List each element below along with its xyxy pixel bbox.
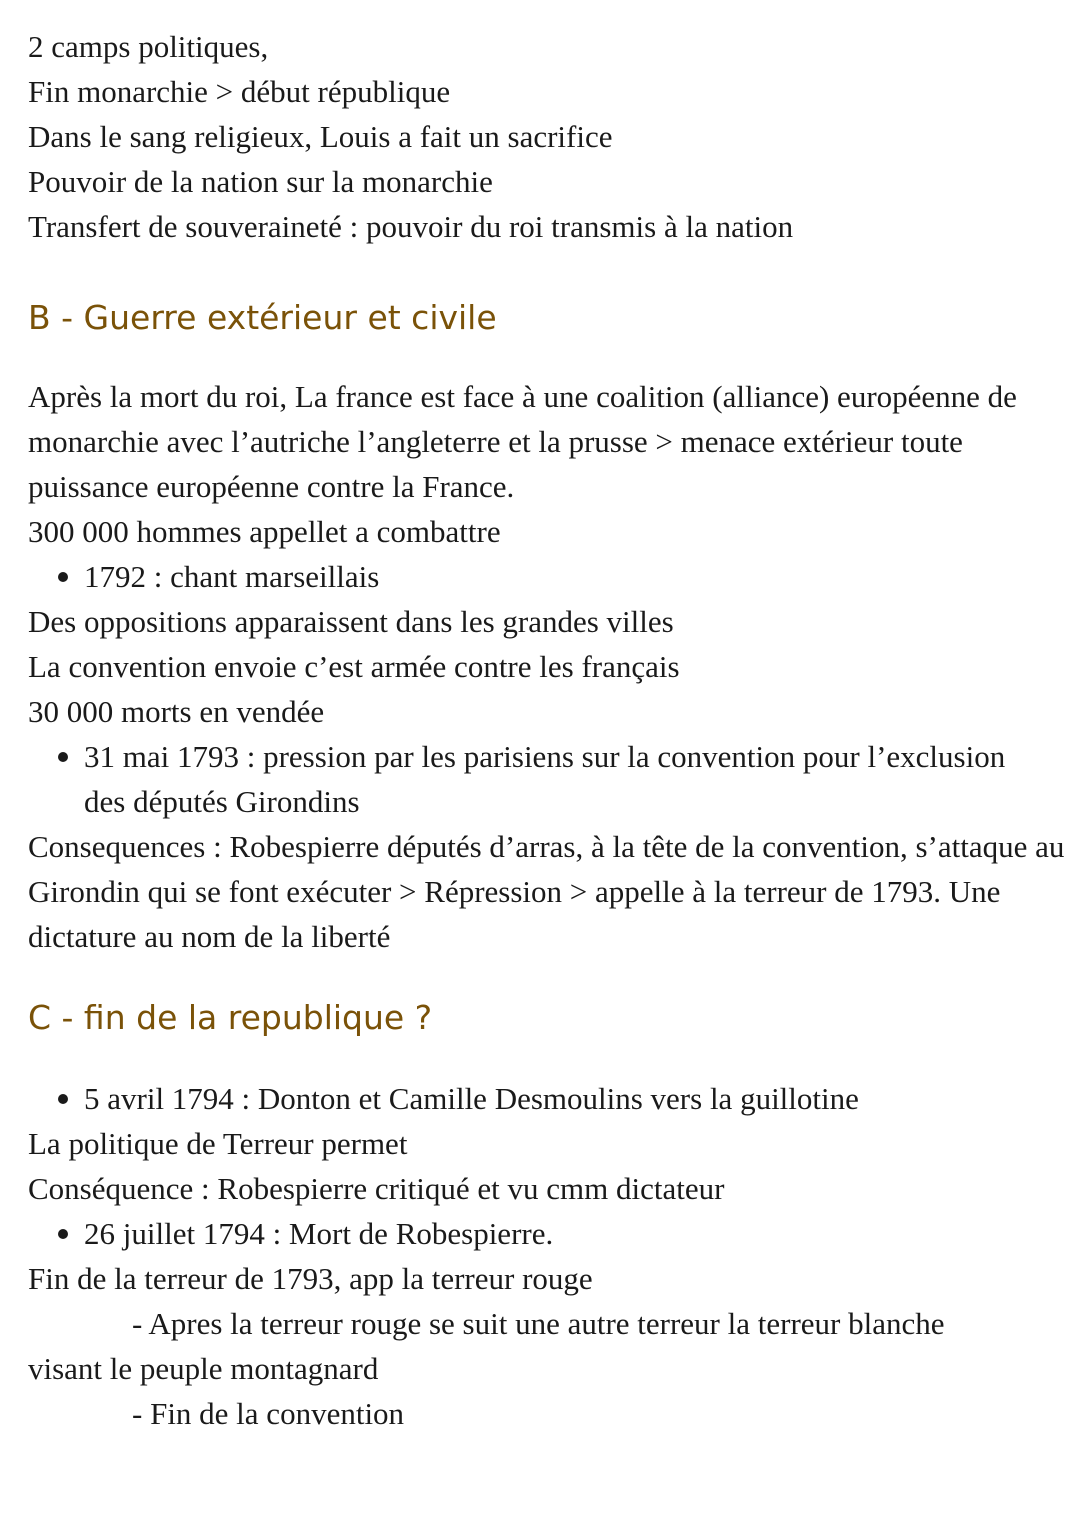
dash-item: - Fin de la convention bbox=[132, 1396, 405, 1431]
section-b-line: 300 000 hommes appellet a combattre bbox=[28, 514, 501, 549]
section-c-line: Conséquence : Robespierre critiqué et vu cmm dictateur bbox=[28, 1171, 725, 1206]
intro-block bbox=[28, 24, 793, 249]
intro-line: 2 camps politiques, bbox=[28, 29, 269, 64]
bullet-dot-icon bbox=[58, 572, 68, 582]
section-c-line: La politique de Terreur permet bbox=[28, 1126, 408, 1161]
bullet-text: 5 avril 1794 : Donton et Camille Desmoulins vers la guillotine bbox=[84, 1081, 859, 1116]
bullet-item bbox=[28, 1076, 1068, 1121]
bullet-text: 31 mai 1793 : pression par les parisiens sur la convention pour l’exclusion des députés Girondins bbox=[84, 739, 1006, 819]
section-b-line: La convention envoie c’est armée contre les français bbox=[28, 649, 680, 684]
section-b-paragraph: Après la mort du roi, La france est face à une coalition (alliance) européenne de monarchie avec l’autriche l’angleterre et la prusse > menace extérieur toute puissance européenne contre la France. bbox=[28, 379, 1017, 504]
bullet-text: 26 juillet 1794 : Mort de Robespierre. bbox=[84, 1216, 554, 1251]
section-c-body bbox=[28, 1076, 1068, 1436]
bullet-item bbox=[28, 734, 1044, 824]
bullet-dot-icon bbox=[58, 1094, 68, 1104]
section-b-paragraph: Consequences : Robespierre députés d’arras, à la tête de la convention, s’attaque au Girondin qui se font exécuter > Répression > appelle à la terreur de 1793. Une dictature au nom de la liberté bbox=[28, 829, 1065, 954]
section-b-line: Des oppositions apparaissent dans les grandes villes bbox=[28, 604, 674, 639]
section-c-line: Fin de la terreur de 1793, app la terreur rouge bbox=[28, 1261, 593, 1296]
section-b-line: 30 000 morts en vendée bbox=[28, 694, 325, 729]
section-c-heading: C - fin de la republique ? bbox=[28, 998, 433, 1037]
section-b-heading: B - Guerre extérieur et civile bbox=[28, 298, 497, 337]
intro-line: Dans le sang religieux, Louis a fait un sacrifice bbox=[28, 119, 613, 154]
intro-line: Fin monarchie > début république bbox=[28, 74, 451, 109]
dash-item: - Apres la terreur rouge se suit une autre terreur la terreur blanche bbox=[132, 1306, 945, 1341]
bullet-item bbox=[28, 1211, 1068, 1256]
bullet-text: 1792 : chant marseillais bbox=[84, 559, 380, 594]
intro-line: Pouvoir de la nation sur la monarchie bbox=[28, 164, 493, 199]
intro-line: Transfert de souveraineté : pouvoir du roi transmis à la nation bbox=[28, 209, 794, 244]
bullet-dot-icon bbox=[58, 752, 68, 762]
bullet-dot-icon bbox=[58, 1229, 68, 1239]
section-c-line: visant le peuple montagnard bbox=[28, 1351, 379, 1386]
section-b-body bbox=[28, 374, 1068, 959]
bullet-item bbox=[28, 554, 1068, 599]
